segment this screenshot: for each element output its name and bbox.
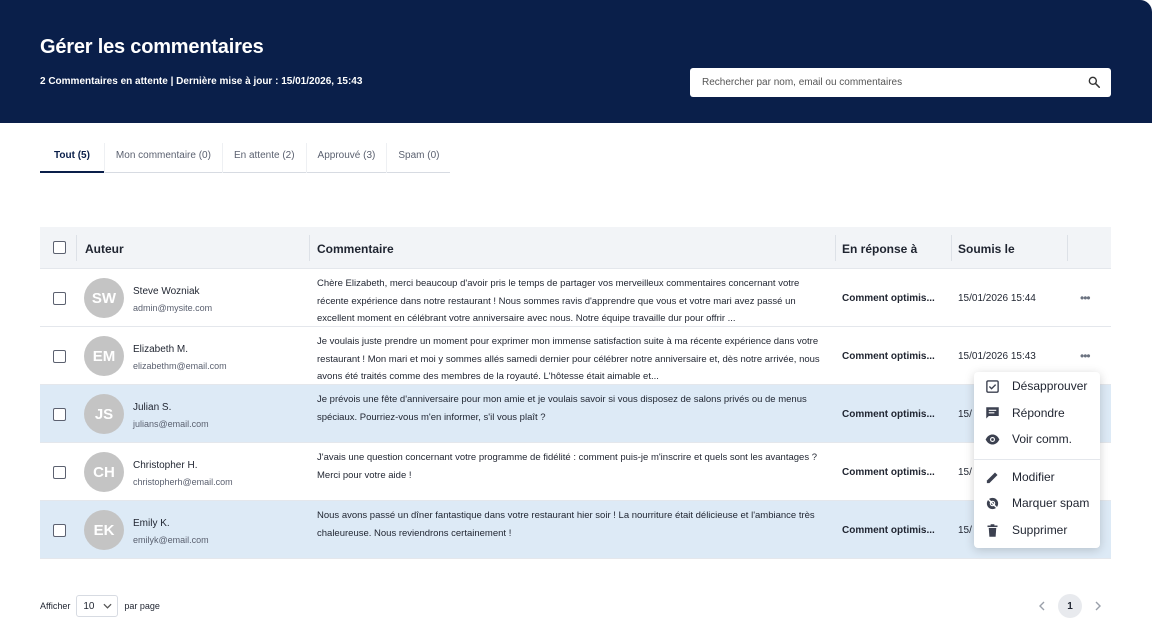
reply-to-link[interactable]: Comment optimis... — [842, 467, 935, 478]
table-row[interactable] — [40, 327, 1111, 385]
row-checkbox[interactable] — [53, 524, 66, 537]
column-divider — [76, 235, 77, 261]
chevron-right-icon — [1095, 601, 1101, 611]
menu-item-label: Modifier — [1012, 470, 1055, 484]
page-title: Gérer les commentaires — [40, 36, 264, 58]
search-input[interactable] — [690, 68, 1080, 97]
avatar: EK — [84, 510, 124, 550]
author-email: julians@email.com — [133, 419, 209, 429]
reply-icon — [985, 406, 1000, 421]
column-header-reply-to[interactable]: En réponse à — [842, 242, 918, 256]
chevron-left-icon — [1039, 601, 1045, 611]
menu-item-reply[interactable] — [974, 400, 1100, 426]
avatar: JS — [84, 394, 124, 434]
next-page-button[interactable] — [1090, 594, 1106, 618]
author-email: emilyk@email.com — [133, 535, 209, 545]
menu-item-label: Supprimer — [1012, 523, 1068, 537]
menu-item-view-comment[interactable] — [974, 426, 1100, 452]
table-row[interactable] — [40, 385, 1111, 443]
author-name: Emily K. — [133, 518, 170, 529]
menu-item-delete[interactable] — [974, 517, 1100, 543]
search-icon[interactable] — [1087, 75, 1101, 89]
menu-item-label: Désapprouver — [1012, 379, 1088, 393]
page-header — [0, 0, 1152, 123]
tab-approved[interactable]: Approuvé (3) — [306, 143, 387, 173]
pagination — [1034, 594, 1106, 618]
column-header-comment[interactable]: Commentaire — [317, 242, 394, 256]
search-box — [690, 68, 1111, 97]
comment-text: Je prévois une fête d'anniversaire pour mon amie et je voulais savoir si vous disposez de salons privés ou de menus spéciaux. Pourriez-vous m'en informer, s'il vous plaît ? — [317, 394, 807, 423]
menu-item-label: Marquer spam — [1012, 496, 1090, 510]
table-row[interactable] — [40, 501, 1111, 559]
author-email: admin@mysite.com — [133, 303, 213, 313]
menu-item-label: Voir comm. — [1012, 432, 1073, 446]
submitted-date: 15/01/2026 15:43 — [958, 351, 1036, 362]
column-divider — [309, 235, 310, 261]
menu-item-disapprove[interactable] — [974, 373, 1100, 399]
show-label: Afficher — [40, 601, 71, 611]
menu-item-edit[interactable] — [974, 464, 1100, 490]
row-checkbox[interactable] — [53, 350, 66, 363]
spam-icon — [985, 496, 1000, 511]
avatar: EM — [84, 336, 124, 376]
author-name: Elizabeth M. — [133, 344, 189, 355]
author-name: Christopher H. — [133, 460, 198, 471]
more-options-icon[interactable]: ••• — [1080, 291, 1090, 305]
tab-spam[interactable]: Spam (0) — [386, 143, 450, 173]
reply-to-link[interactable]: Comment optimis... — [842, 409, 935, 420]
menu-divider — [974, 459, 1100, 460]
per-page-label: par page — [124, 601, 160, 611]
author-email: christopherh@email.com — [133, 477, 233, 487]
page-subtitle: 2 Commentaires en attente | Dernière mise à jour : 15/01/2026, 15:43 — [40, 76, 363, 87]
comment-text: Chère Elizabeth, merci beaucoup d'avoir pris le temps de partager vos merveilleux commentaires concernant votre récente expérience dans notre restaurant ! Nous sommes ravis d'apprendre que vous et votre mari avez passé un excellent moment en célébrant votre anniversaire avec nous. Notre équipe travaille dur pour offrir ... — [317, 278, 800, 324]
table-header — [40, 227, 1111, 269]
submitted-date: 15/ — [958, 467, 972, 478]
column-header-submitted[interactable]: Soumis le — [958, 242, 1015, 256]
column-header-author[interactable]: Auteur — [85, 242, 124, 256]
trash-icon — [985, 523, 1000, 538]
per-page-select[interactable] — [76, 595, 118, 617]
submitted-date: 15/ — [958, 409, 972, 420]
tab-my-comments[interactable]: Mon commentaire (0) — [104, 143, 222, 173]
per-page-control — [40, 595, 160, 617]
comment-text: J'avais une question concernant votre programme de fidélité : comment puis-je m'inscrire et quels sont les avantages ? Merci pour votre aide ! — [317, 452, 817, 481]
reply-to-link[interactable]: Comment optimis... — [842, 293, 935, 304]
tab-pending[interactable]: En attente (2) — [222, 143, 306, 173]
column-divider — [1067, 235, 1068, 261]
author-name: Steve Wozniak — [133, 286, 200, 297]
menu-item-mark-spam[interactable] — [974, 490, 1100, 516]
chevron-down-icon — [103, 603, 112, 609]
author-name: Julian S. — [133, 402, 172, 413]
submitted-date: 15/ — [958, 525, 972, 536]
checkbox-icon — [985, 379, 1000, 394]
row-checkbox[interactable] — [53, 292, 66, 305]
reply-to-link[interactable]: Comment optimis... — [842, 525, 935, 536]
avatar: SW — [84, 278, 124, 318]
comments-table — [40, 227, 1111, 559]
column-divider — [951, 235, 952, 261]
row-context-menu — [974, 372, 1100, 548]
per-page-value: 10 — [83, 601, 95, 612]
table-row[interactable] — [40, 443, 1111, 501]
eye-icon — [985, 432, 1000, 447]
author-email: elizabethm@email.com — [133, 361, 227, 371]
avatar: CH — [84, 452, 124, 492]
tab-all[interactable]: Tout (5) — [40, 143, 104, 173]
row-checkbox[interactable] — [53, 466, 66, 479]
comment-text: Nous avons passé un dîner fantastique dans votre restaurant hier soir ! La nourriture était délicieuse et l'ambiance très chaleureuse. Nous reviendrons certainement ! — [317, 510, 815, 539]
previous-page-button[interactable] — [1034, 594, 1050, 618]
menu-item-label: Répondre — [1012, 406, 1065, 420]
comment-text: Je voulais juste prendre un moment pour exprimer mon immense satisfaction suite à ma récente expérience dans votre restaurant ! Mon mari et moi y sommes allés samedi dernier pour célébrer notre anniversaire et, dès notre arrivée, nous avons été traités comme des membres de la royauté. L'hôtesse était aimable et... — [317, 336, 820, 382]
pencil-icon — [985, 470, 1000, 485]
submitted-date: 15/01/2026 15:44 — [958, 293, 1036, 304]
table-row[interactable] — [40, 269, 1111, 327]
reply-to-link[interactable]: Comment optimis... — [842, 351, 935, 362]
filter-tabs — [40, 143, 450, 173]
column-divider — [835, 235, 836, 261]
row-checkbox[interactable] — [53, 408, 66, 421]
more-options-icon[interactable]: ••• — [1080, 349, 1090, 363]
select-all-checkbox[interactable] — [53, 241, 66, 254]
page-number-button[interactable]: 1 — [1058, 594, 1082, 618]
